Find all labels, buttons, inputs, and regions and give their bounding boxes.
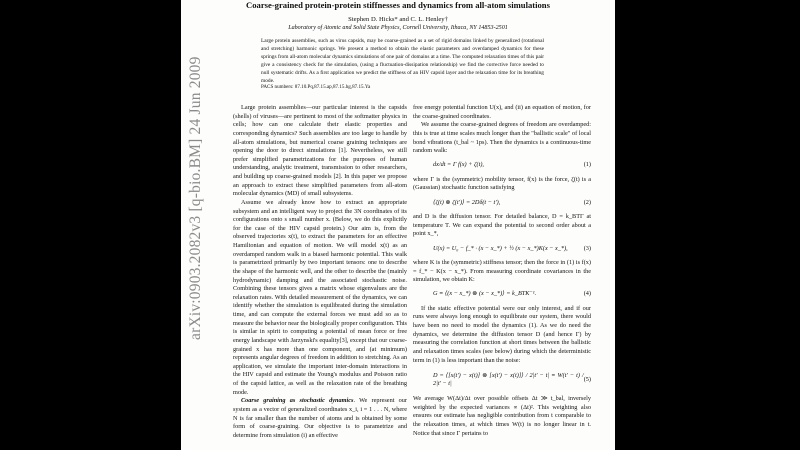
equation-1-body: dx/dt = Γ f(x) + ζ(t), — [433, 161, 484, 169]
equation-1-number: (1) — [583, 161, 591, 169]
intro-paragraph-1: Large protein assemblies—our particular interest is the capsids (shells) of viruses—are pertinent to most of the softmatter physics in cells; how can one calculate their elastic properties and corresponding dynamics? Such assemblies are too large to handle by all-atom simulations, but numerical coarse graining techniques are opening the door to direct simulations [1]. Nevertheless, we still prefer simplified parametrizations for the purposes of human understanding, analytic treatment, transmission to other researchers, and building up coarse-grained models [2]. In this paper we propose an approach to extract these simplified parameters from all-atom molecular dynamics (MD) of small subsystems. — [233, 104, 407, 198]
equation-2 — [413, 196, 591, 210]
paper-abstract: Large protein assemblies, such as virus capsids, may be coarse-grained as a set of rigid domains linked by generalized (rotational and stretching) harmonic springs. We present a method to obtain the elastic parameters and overdamped dynamics for these springs from all-atom molecular dynamics simulations of one pair of domains at a time. The computed relaxation times of this pair give a consistency check for the simulation, (using a fluctuation-dissipation relationship) we find the corrective force needed to null systematic drifts. As a first application we predict the stiffness of an HIV capsid layer and the relaxation time for its breathing mode. — [261, 38, 544, 84]
arxiv-stamp: arXiv:0903.2082v3 [q-bio.BM] 24 Jun 2009 — [187, 56, 204, 340]
equation-5-body: D = ⟨[x(t′) − x(t)] ⊗ [x(t′) − x(t)]⟩ / 2|t′ − t| ≡ W(t′ − t) / 2|t′ − t| — [433, 371, 584, 388]
equation-3 — [413, 242, 591, 256]
right-paragraph-1: free energy potential function U(x), and (ii) an equation of motion, for the coarse-grained coordinates. — [413, 104, 591, 120]
right-paragraph-6: If the static effective potential were our only interest, and if our runs were always long enough to equilibrate our system, there would have been no need to model the dynamics (1). As we do need the dynamics, we determine the diffusion tensor D (and hence Γ) by measuring the correlation function at short times between the ballistic and relaxation times scales (see below) during which the deterministic term in (1) is less important than the noise: — [413, 304, 591, 364]
paper-affiliation: Laboratory of Atomic and Solid State Physics, Cornell University, Ithaca, NY 14853-2501 — [288, 25, 508, 31]
left-black-margin — [0, 0, 181, 450]
right-column — [413, 104, 591, 438]
equation-4 — [413, 288, 591, 302]
equation-3-body: U(x) = U₀ − f_* · (x − x_*) + ½ (x − x_*)K(x − x_*), — [433, 244, 568, 252]
equation-3-number: (3) — [583, 244, 591, 252]
pacs-numbers: PACS numbers: 87.10.Pq,87.15.ap,87.15.hg,87.15.Ya — [261, 84, 371, 90]
right-black-margin — [615, 0, 800, 450]
left-column — [233, 104, 407, 440]
section-paragraph: Coarse graining as stochastic dynamics. We represent our system as a vector of generalized coordinates x_i, i = 1 . . . N, where N is far smaller than the number of atoms and is obtained by some form of coarse-graining. Our objective is to parametrize and determine from simulation (i) an effective — [233, 397, 407, 439]
intro-paragraph-2: Assume we already know how to extract an appropriate subsystem and an intelligent way to project the 3N coordinates of its configurations onto s small number x. (Below, we do this explicitly for the case of the HIV capsid protein.) Our aim is, from the observed trajectories x(t), to extract the parameters for an effective Hamiltonian and equation of motion. We will model x(t) as an overdamped random walk in a biased harmonic potential. This walk is parametrized primarily by two important tensors: one to describe the shape of the harmonic well, and the other to describe the (mainly hydrodynamic) damping and the associated stochastic noise. Combining these tensors gives a matrix whose eigenvalues are the relaxation rates. With detailed measurement of the dynamics, we can identify whether the simulation is equilibrated during the simulation time, and can compute the external forces we must add so as to measure the behavior near the biologically proper configuration. This is similar in spirit to computing a potential of mean force or free energy landscape with Jarzynski's equality[3], except that our coarse-grained x has more than one component, and (at minimum) represents angular degrees of freedom in addition to stretching. As an application, we simulate the important inter-domain interactions in the HIV capsid and estimate the Young's modulus and Poisson ratio of the capsid lattice, as well as the relaxation rate of the breathing mode. — [233, 198, 407, 396]
right-paragraph-7: We average W(Δt)/Δt over possible offsets Δt ≫ t_bal, inversely weighted by the expected variances ∝ (Δt)². This weighting also ensures our estimate has negligible contribution from t comparable to the relaxation times, at which times W(t) is no longer linear in t. Notice that since Γ pertains to — [413, 395, 591, 437]
right-paragraph-4: and D is the diffusion tensor. For detailed balance, D = k_BTΓ at temperature T. We can expand the potential to second order about a point x_*, — [413, 213, 591, 238]
equation-4-body: G ≡ ⟨(x − x_*) ⊗ (x − x_*)⟩ = k_BTK⁻¹. — [433, 290, 537, 298]
right-paragraph-3: where Γ is the (symmetric) mobility tensor, f(x) is the force, ζ(t) is a (Gaussian) stochastic function satisfying — [413, 175, 591, 192]
equation-2-body: ⟨ζ(t) ⊗ ζ(t′)⟩ = 2Dδ(t − t′), — [433, 198, 501, 206]
equation-2-number: (2) — [583, 198, 591, 206]
paper-page — [181, 0, 615, 450]
paper-title: Coarse-grained protein-protein stiffnesses and dynamics from all-atom simulations — [246, 0, 550, 10]
equation-5-number: (5) — [583, 375, 591, 383]
equation-4-number: (4) — [583, 290, 591, 298]
paper-authors: Stephen D. Hicks* and C. L. Henley† — [348, 16, 448, 23]
right-paragraph-5: where K is the (symmetric) stiffness tensor; then the force in (1) is f(x) = f_* − K(x − x_*). From measuring coordinate covariances in the simulation, we obtain K: — [413, 258, 591, 284]
section-text: We represent our system as a vector of generalized coordinates x_i, i = 1 . . . N, where N is far smaller than the number of atoms and is obtained by some form of coarse-graining. Our objective is to parametrize and determine from simulation (i) an effective — [233, 397, 407, 439]
equation-5 — [413, 368, 591, 392]
equation-1 — [413, 159, 591, 173]
right-paragraph-2: We assume the coarse-grained degrees of freedom are overdamped: this is true at time scales much longer than the "ballistic scale" of local bond vibrations (t_bal ~ 1ps). Then the dynamics is a continuous-time random walk: — [413, 121, 591, 155]
section-title: Coarse graining as stochastic dynamics — [241, 397, 354, 405]
